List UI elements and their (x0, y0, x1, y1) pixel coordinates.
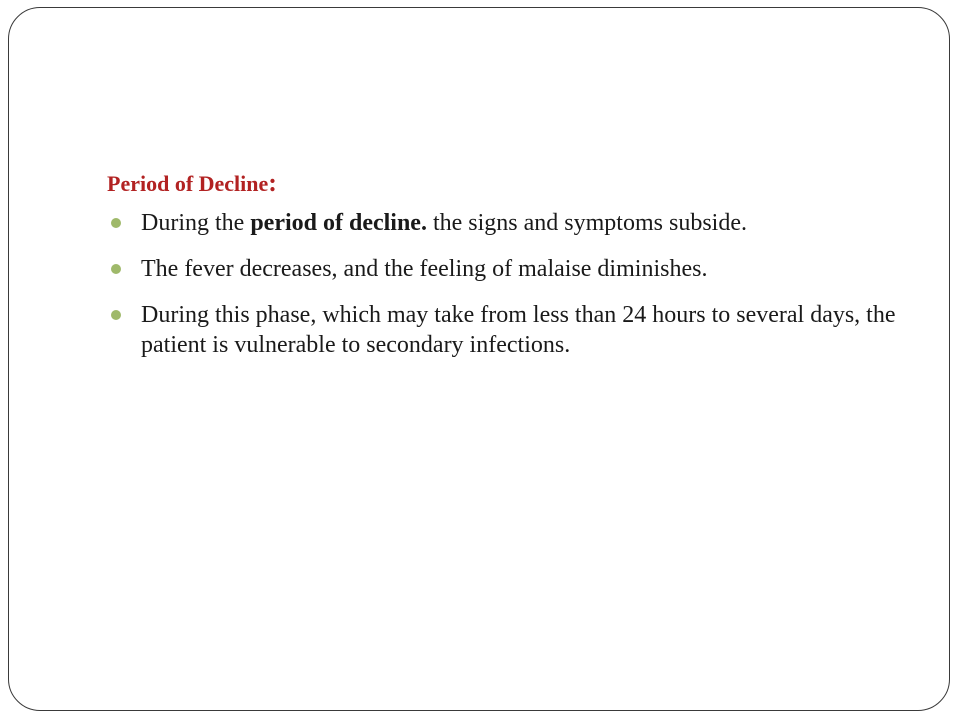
bullet-1-pre: During the (141, 209, 251, 236)
bullet-item-3 (107, 300, 907, 360)
bullet-dot-icon (111, 310, 121, 320)
bullet-3-text: During this phase, which may take from less than 24 hours to several days, the patient is vulnerable to secondary infections. (141, 301, 896, 358)
bullet-item-2 (107, 254, 907, 284)
bullet-dot-icon (111, 264, 121, 274)
slide-heading (107, 166, 907, 200)
bullet-2-text: The fever decreases, and the feeling of malaise diminishes. (141, 255, 708, 282)
slide-content (107, 166, 907, 376)
bullet-1-bold: period of decline. (250, 209, 427, 236)
slide-frame (8, 7, 950, 711)
heading-colon: : (268, 168, 277, 197)
bullet-list (107, 208, 907, 360)
bullet-item-1 (107, 208, 907, 238)
bullet-1-post: the signs and symptoms subside. (426, 209, 747, 236)
heading-text: Period of Decline (107, 171, 269, 196)
bullet-dot-icon (111, 218, 121, 228)
